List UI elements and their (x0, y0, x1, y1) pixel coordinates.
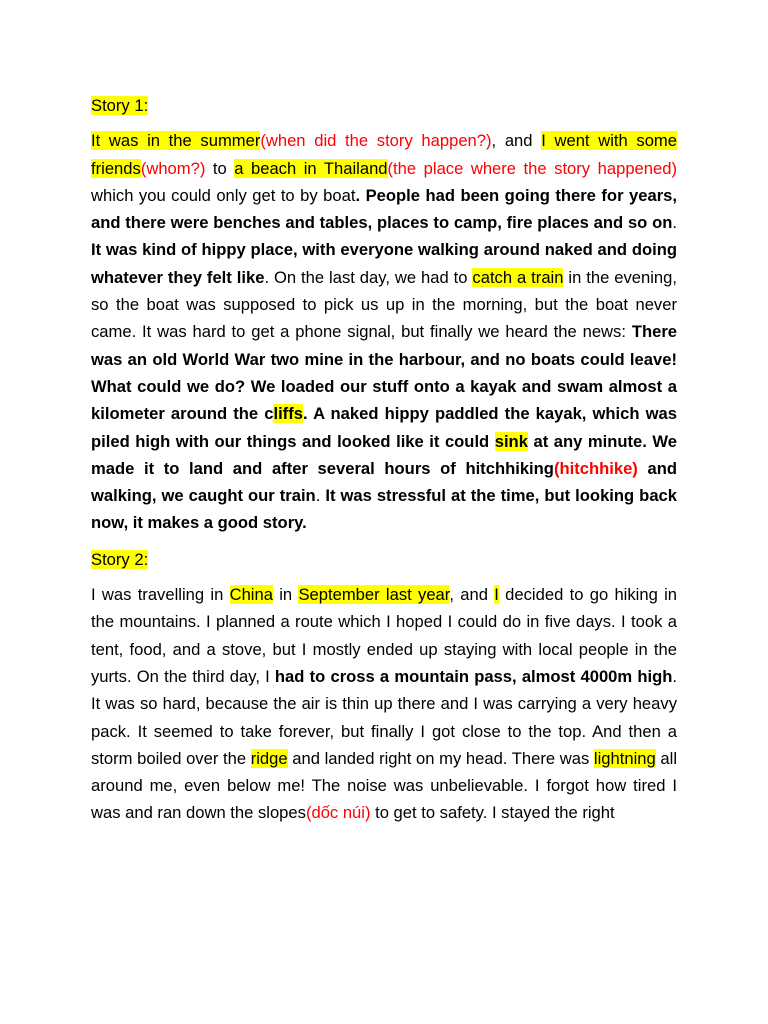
text-run: . It was so hard, because the air is thin up there and I was carrying a very heavy pack. It seemed to take forever, but finally I got close to the top. And then a storm boiled over the (91, 666, 677, 768)
text-run: . (672, 213, 677, 233)
text-run: . On the last day, we had to (264, 267, 473, 287)
text-run: in (272, 585, 299, 605)
text-run: , and (491, 131, 542, 151)
text-run: It was kind of hippy place, with everyone walking around naked and doing whatever they felt like (91, 240, 677, 287)
text-run: , and (449, 585, 495, 605)
text-run: China (229, 585, 273, 605)
text-run: sink (494, 431, 528, 451)
text-run: liffs (273, 404, 303, 424)
text-run: September last year (298, 585, 450, 605)
text-run: (whom?) (140, 158, 206, 178)
text-run: lightning (593, 748, 656, 768)
text-run: . People had been going there for years, and there were benches and tables, places to camp, fire places and so on (91, 185, 677, 233)
story-2-paragraph (91, 581, 677, 827)
text-run: all around me, even below me! The noise was unbelievable. I forgot how tired I was and ran down the slopes (91, 748, 678, 823)
text-run: It was stressful at the time, but looking back now, it makes a good story. (91, 486, 678, 533)
text-run: and walking, we caught our train (91, 458, 677, 506)
text-run: I was travelling in (91, 585, 230, 605)
text-run: I (494, 585, 499, 605)
text-run: . (315, 486, 326, 506)
text-run: (hitchhike) (553, 458, 638, 478)
document-page (91, 92, 677, 836)
text-run: catch a train (472, 267, 564, 287)
text-run: . A naked hippy paddled the kayak, which was piled high with our things and looked like it could (91, 404, 678, 451)
text-run: which you could only get to by boat (91, 185, 356, 205)
text-run: to (205, 158, 235, 178)
text-run: (dốc núi) (305, 803, 371, 823)
text-run: in the evening, so the boat was supposed to pick us up in the morning, but the boat never came. It was hard to get a phone signal, but finally we heard the news: (91, 267, 677, 342)
text-run: It was in the summer (91, 131, 261, 151)
story-2-heading-text: Story 2: (91, 549, 149, 569)
text-run: (the place where the story happened) (387, 158, 677, 178)
story-2-heading (91, 546, 677, 573)
story-1-paragraph (91, 127, 677, 536)
text-run: I went with some friends (91, 131, 677, 178)
text-run: (when did the story happen?) (260, 131, 492, 151)
story-1-heading-text: Story 1: (91, 96, 149, 115)
story-1-heading (91, 92, 677, 119)
text-run: There was an old World War two mine in the harbour, and no boats could leave! What could we do? We loaded our stuff onto a kayak and swam almost a kilometer around the c (91, 322, 677, 424)
text-run: ridge (250, 748, 288, 768)
text-run: decided to go hiking in the mountains. I planned a route which I hoped I could do in five days. I took a tent, food, and a stove, but I mostly ended up staying with local people in the yurts. On the third day, I (91, 585, 678, 686)
text-run: to get to safety. I stayed the right (370, 803, 615, 823)
text-run: and landed right on my head. There was (287, 748, 594, 768)
text-run: at any minute. We made it to land and after several hours of hitchhiking (91, 431, 677, 478)
text-run: had to cross a mountain pass, almost 4000m high (274, 666, 673, 686)
text-run: a beach in Thailand (234, 158, 388, 178)
